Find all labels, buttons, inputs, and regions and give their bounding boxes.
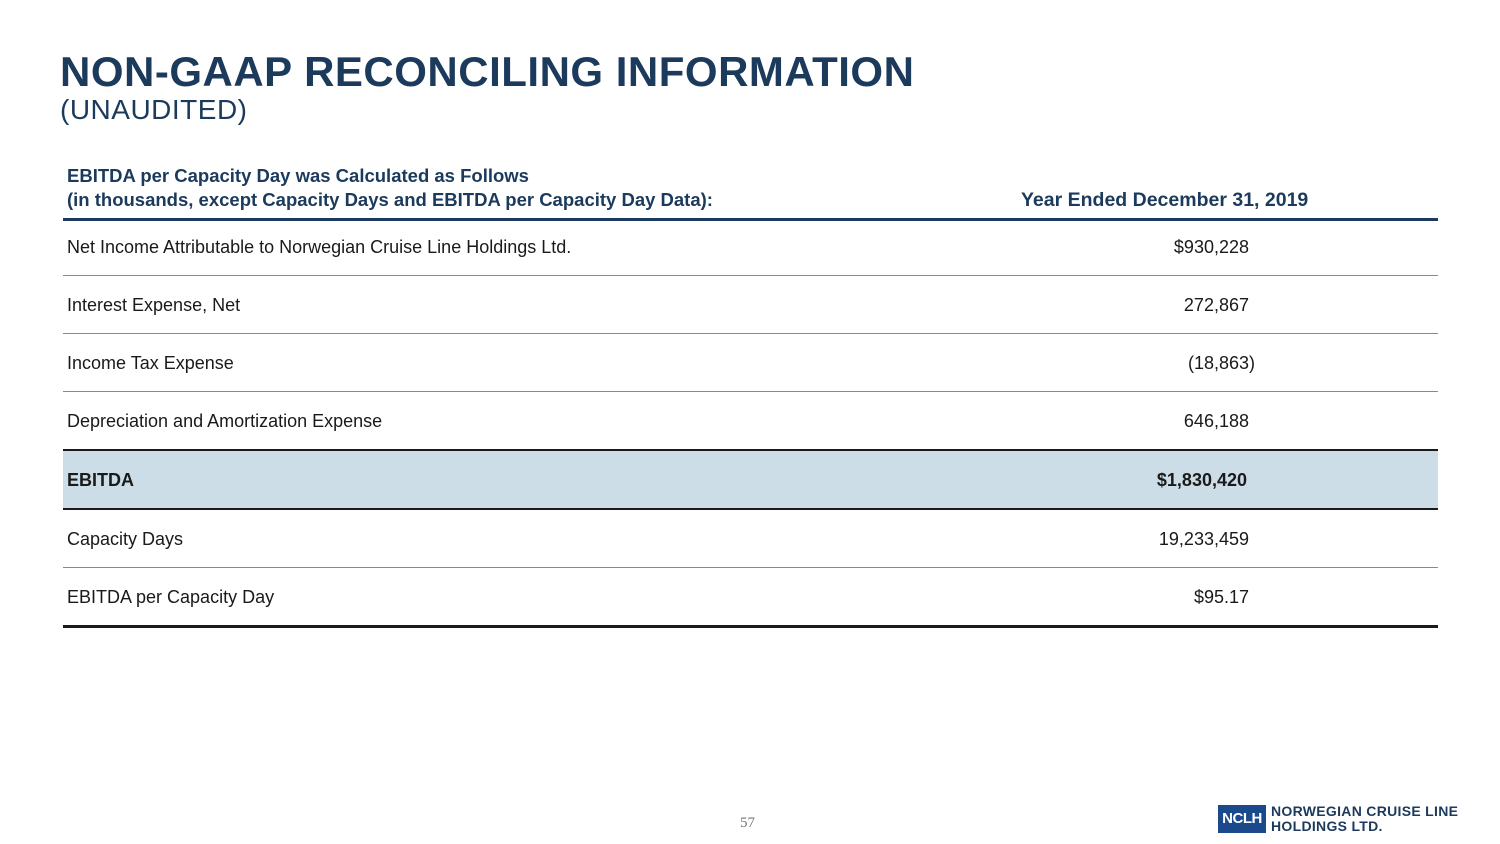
row-label: EBITDA per Capacity Day: [67, 587, 275, 607]
column-header-year: Year Ended December 31, 2019: [1021, 189, 1309, 211]
table-header: [63, 164, 1438, 221]
table-row-capacity-days: [63, 510, 1438, 568]
row-label: Income Tax Expense: [67, 353, 234, 373]
table-row-ebitda-per-day: [63, 568, 1438, 628]
reconciliation-table: [63, 218, 1438, 628]
row-value: $1,830,420: [1156, 470, 1247, 490]
table-heading-line1: EBITDA per Capacity Day was Calculated as Follows: [67, 165, 529, 186]
row-label: Interest Expense, Net: [67, 295, 241, 315]
table-row-income-tax: [63, 334, 1438, 392]
table-row-depreciation: [63, 392, 1438, 451]
page-subtitle: (UNAUDITED): [60, 94, 248, 125]
row-value: 19,233,459: [1158, 529, 1249, 549]
row-label: Depreciation and Amortization Expense: [67, 411, 383, 431]
row-value: $930,228: [1173, 237, 1249, 257]
logo-mark: NCLH: [1218, 805, 1266, 833]
row-value: (18,863): [1187, 353, 1255, 373]
table-row-net-income: [63, 218, 1438, 276]
table-heading-line2: (in thousands, except Capacity Days and EBITDA per Capacity Day Data):: [67, 189, 713, 210]
logo-line1: NORWEGIAN CRUISE LINE: [1271, 803, 1459, 819]
page-number: 57: [740, 815, 755, 831]
table-row-interest-expense: [63, 276, 1438, 334]
row-label: Net Income Attributable to Norwegian Cruise Line Holdings Ltd.: [67, 237, 572, 257]
table-row-ebitda-total: [63, 451, 1438, 510]
page-title: NON-GAAP RECONCILING INFORMATION: [60, 48, 915, 95]
row-value: 272,867: [1183, 295, 1249, 315]
logo-line2: HOLDINGS LTD.: [1271, 818, 1383, 834]
row-value: 646,188: [1183, 411, 1249, 431]
table-heading: [67, 164, 713, 212]
logo-wordmark: [1271, 804, 1458, 834]
row-value: $95.17: [1193, 587, 1249, 607]
company-logo: [1218, 802, 1478, 834]
row-label: EBITDA: [67, 470, 134, 490]
row-label: Capacity Days: [67, 529, 184, 549]
